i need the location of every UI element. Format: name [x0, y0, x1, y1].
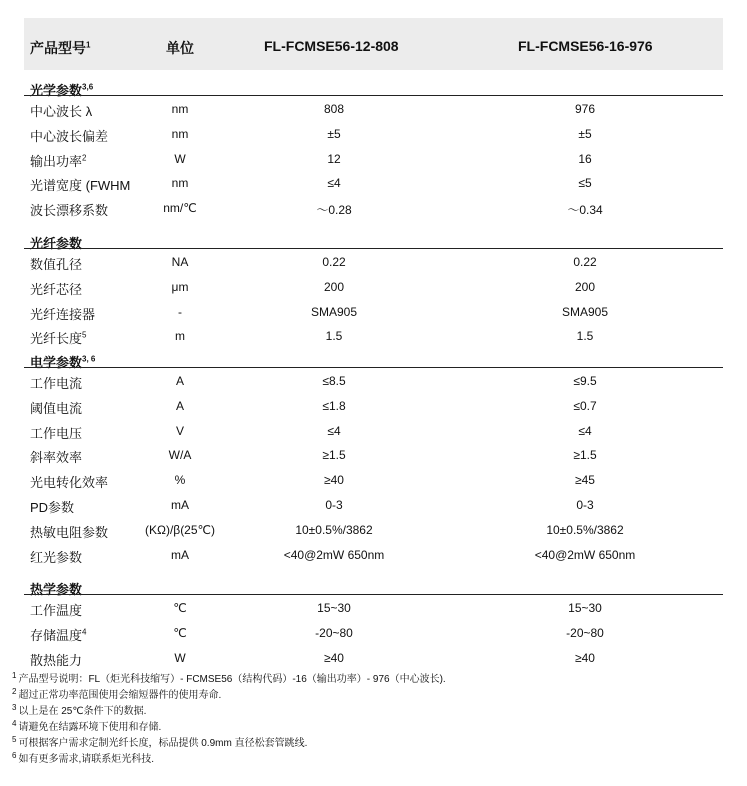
param-unit: (KΩ)/β(25℃)	[144, 522, 216, 537]
value-product-2: 0.22	[573, 255, 597, 269]
value-product-1: ≤4	[327, 176, 341, 191]
table-row	[24, 324, 723, 349]
param-name-text: 光纤芯径	[30, 281, 83, 297]
param-name	[30, 423, 138, 442]
param-unit: W	[174, 151, 186, 166]
table-header	[24, 18, 723, 70]
param-name	[30, 547, 138, 566]
value-product-1: ～0.28	[316, 203, 352, 218]
footnote-text: 产品型号说明：FL（炬光科技缩写）- FCMSE56（结构代码）-16（输出功率）- 976（中心波长).	[18, 674, 446, 685]
value-product-2: 10±0.5%/3862	[546, 522, 624, 537]
header-product-1: FL-FCMSE56-12-808	[264, 38, 399, 54]
param-name-text: 工作电流	[30, 376, 83, 391]
value-product-2: 16	[578, 151, 592, 166]
value-product-2: -20~80	[566, 625, 604, 640]
table-row	[24, 300, 723, 325]
value-product-1: 200	[323, 279, 345, 294]
param-unit: nm	[171, 176, 189, 191]
param-name-text: 阈值电流	[30, 400, 83, 416]
value-product-2: ≤0.7	[573, 398, 597, 413]
param-name-text: 光纤长度	[30, 331, 83, 347]
value-product-1: ≤1.8	[322, 398, 346, 413]
param-unit: W/A	[168, 448, 192, 463]
param-name-text: 波长漂移系数	[30, 203, 109, 219]
param-name	[30, 625, 138, 644]
table-row	[24, 369, 723, 394]
param-name-text: 工作温度	[30, 603, 83, 618]
param-unit: nm	[171, 126, 189, 141]
param-name-text: PD参数	[30, 500, 75, 515]
table-row	[24, 543, 723, 568]
footnote-text: 以上是在 25℃条件下的数据.	[18, 706, 147, 717]
value-product-1: ≥40	[324, 650, 344, 665]
footnote-text: 可根据客户需求定制光纤长度，标品提供 0.9mm 直径松套管跳线.	[18, 738, 308, 749]
param-name	[30, 600, 138, 619]
param-unit: mA	[171, 547, 189, 562]
value-product-1: ≥1.5	[322, 448, 346, 463]
value-product-2: ≤4	[578, 423, 592, 438]
param-name	[30, 497, 138, 516]
table-row	[24, 97, 723, 122]
section-title-text: 光学参数	[30, 83, 83, 98]
param-unit: ℃	[173, 625, 187, 640]
param-unit: NA	[171, 255, 189, 269]
param-name	[30, 151, 138, 170]
section-divider	[24, 594, 723, 595]
section-title-sup: 3, 6	[82, 354, 96, 364]
value-product-1: 1.5	[325, 329, 343, 344]
value-product-2: ≥45	[575, 473, 595, 488]
footnote	[12, 688, 446, 704]
value-product-1: 0-3	[325, 498, 343, 512]
table-row	[24, 493, 723, 518]
param-name	[30, 328, 138, 347]
value-product-2: ≤5	[578, 176, 592, 191]
table-row	[24, 171, 723, 196]
header-model-label: 产品型号	[30, 40, 86, 56]
value-product-1: 808	[323, 102, 345, 116]
value-product-1: ≤8.5	[322, 374, 346, 388]
table-row	[24, 147, 723, 172]
table-row	[24, 122, 723, 147]
value-product-2: ≤9.5	[573, 374, 597, 388]
table-row	[24, 250, 723, 275]
table-row	[24, 443, 723, 468]
footnote-number: 1	[12, 671, 17, 680]
param-name-text: 斜率效率	[30, 450, 83, 466]
param-unit: nm	[171, 102, 189, 116]
table-row	[24, 621, 723, 646]
footnote	[12, 672, 446, 688]
header-model-sup: 1	[86, 40, 91, 50]
section-title-text: 热学参数	[30, 582, 83, 597]
param-name-text: 输出功率	[30, 153, 83, 169]
footnote-text: 超过正常功率范围使用会缩短器件的使用寿命.	[18, 690, 222, 701]
header-product-2: FL-FCMSE56-16-976	[518, 38, 653, 54]
value-product-2: ≥40	[575, 650, 595, 665]
value-product-1: -20~80	[315, 625, 353, 640]
param-unit: m	[175, 329, 185, 344]
footnote	[12, 752, 446, 768]
section-divider	[24, 367, 723, 368]
param-unit: V	[175, 423, 185, 438]
value-product-1: 0.22	[322, 255, 346, 269]
value-product-2: <40@2mW 650nm	[534, 547, 636, 562]
value-product-2: 15~30	[568, 601, 602, 615]
param-unit: -	[178, 304, 182, 319]
param-unit: mA	[171, 498, 189, 512]
section-title-sup: 3,6	[82, 82, 94, 92]
section-title-text: 光纤参数	[30, 236, 83, 251]
section-title-text: 电学参数	[30, 355, 83, 370]
footnote-number: 6	[12, 751, 17, 760]
value-product-1: 10±0.5%/3862	[295, 522, 373, 537]
param-name-text: 光电转化效率	[30, 475, 109, 491]
param-name	[30, 373, 138, 392]
param-name	[30, 126, 138, 145]
param-name	[30, 522, 138, 541]
param-name-text: 存储温度	[30, 627, 83, 643]
footnote	[12, 736, 446, 752]
param-name-text: 散热能力	[30, 652, 83, 668]
param-name	[30, 175, 138, 194]
param-unit: ℃	[173, 601, 187, 615]
value-product-2: ～0.34	[567, 203, 603, 218]
param-name	[30, 398, 138, 417]
param-unit: W	[174, 650, 186, 665]
param-name-text: 光谱宽度 (FWHM	[30, 178, 131, 194]
section-divider	[24, 95, 723, 96]
value-product-2: ±5	[578, 126, 592, 141]
table-row	[24, 518, 723, 543]
table-row	[24, 196, 723, 221]
value-product-1: 15~30	[317, 601, 351, 615]
value-product-2: 1.5	[576, 329, 594, 344]
param-name	[30, 254, 138, 273]
value-product-1: ≤4	[327, 423, 341, 438]
table-row	[24, 596, 723, 621]
value-product-2: 200	[574, 279, 596, 294]
param-unit: μm	[171, 279, 189, 294]
table-row	[24, 275, 723, 300]
footnote-number: 4	[12, 719, 17, 728]
param-name	[30, 101, 138, 120]
param-name	[30, 447, 138, 466]
table-row	[24, 646, 723, 671]
value-product-1: 12	[327, 151, 341, 166]
param-name-text: 热敏电阻参数	[30, 524, 109, 540]
param-name-text: 中心波长偏差	[30, 128, 109, 144]
param-name	[30, 650, 138, 669]
section-divider	[24, 248, 723, 249]
param-name-sup: 4	[82, 627, 87, 637]
table-row	[24, 419, 723, 444]
value-product-1: <40@2mW 650nm	[283, 547, 385, 562]
param-name-text: 光纤连接器	[30, 306, 96, 322]
table-row	[24, 468, 723, 493]
param-name	[30, 279, 138, 298]
param-name-text: 中心波长 λ	[30, 104, 93, 119]
footnote-number: 5	[12, 735, 17, 744]
header-unit: 单位	[166, 40, 194, 56]
param-name	[30, 304, 138, 323]
footnote-number: 3	[12, 703, 17, 712]
header-model	[30, 38, 90, 58]
value-product-1: ≥40	[324, 473, 344, 488]
param-name	[30, 200, 138, 219]
param-name-sup: 5	[82, 331, 87, 341]
footnotes	[12, 672, 446, 768]
value-product-1: ±5	[327, 126, 341, 141]
param-unit: A	[175, 374, 185, 388]
table-row	[24, 394, 723, 419]
param-name-text: 红光参数	[30, 549, 83, 565]
param-name-text: 数值孔径	[30, 257, 83, 272]
param-unit: %	[174, 473, 186, 488]
footnote-text: 如有更多需求,请联系炬光科技.	[18, 754, 155, 765]
value-product-2: SMA905	[561, 304, 609, 319]
param-unit: nm/℃	[163, 201, 197, 216]
footnote	[12, 720, 446, 736]
footnote-text: 请避免在结露环境下使用和存储.	[18, 722, 162, 733]
param-name-sup: 2	[82, 153, 87, 163]
footnote-number: 2	[12, 687, 17, 696]
footnote	[12, 704, 446, 720]
param-unit: A	[175, 398, 185, 413]
value-product-2: 0-3	[576, 498, 594, 512]
value-product-2: ≥1.5	[573, 448, 597, 463]
value-product-2: 976	[574, 102, 596, 116]
param-name-text: 工作电压	[30, 425, 83, 441]
value-product-1: SMA905	[310, 304, 358, 319]
param-name	[30, 472, 138, 491]
